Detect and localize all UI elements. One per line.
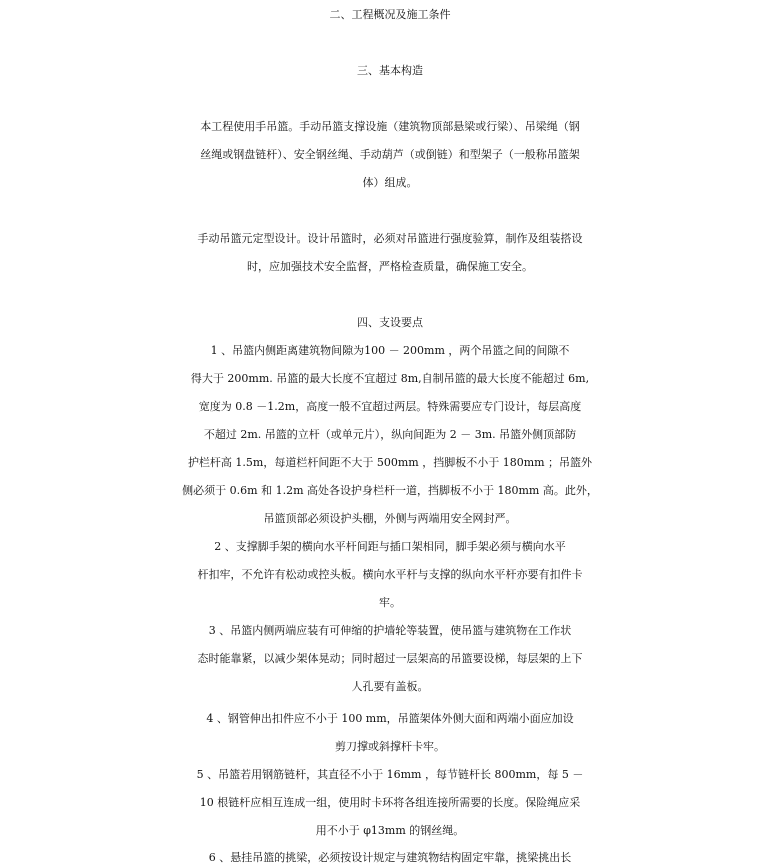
text-line: 得大于 200mm. 吊篮的最大长度不宜超过 8m,自制吊篮的最大长度不能超过 6m,: [190, 372, 590, 385]
section-heading-2: 二、工程概况及施工条件: [329, 8, 451, 21]
text-line: 本工程使用手吊篮。手动吊篮支撑设施（建筑物顶部悬梁或行梁）、吊梁绳（钢: [200, 120, 580, 133]
text-line: 1 、吊篮内侧距离建筑物间隙为100 － 200mm ，两个吊篮之间的间隙不: [210, 344, 570, 357]
text-line: 5 、吊篮若用钢筋链杆，其直径不小于 16mm ，每节链杆长 800mm，每 5 －: [196, 768, 584, 781]
text-line: 人孔要有盖板。: [351, 680, 429, 693]
text-line: 牢。: [379, 596, 401, 609]
text-line: 丝绳或钢盘链杆）、安全钢丝绳、手动葫芦（或倒链）和型架子（一般称吊篮架: [200, 148, 580, 161]
text-line: 时，应加强技术安全监督，严格检查质量，确保施工安全。: [247, 260, 533, 273]
text-line: 手动吊篮元定型设计。设计吊篮时，必须对吊篮进行强度验算，制作及组装搭设: [197, 232, 583, 245]
text-line: 杆扣牢，不允许有松动或控头板。横向水平杆与支撑的纵向水平杆亦要有扣件卡: [197, 568, 583, 581]
section-heading-3: 三、基本构造: [357, 64, 423, 77]
text-line: 态时能靠紧，以减少架体晃动；同时超过一层架高的吊篮要设梯，每层架的上下: [197, 652, 583, 665]
text-line: 3 、吊篮内侧两端应装有可伸缩的护墙轮等装置，使吊篮与建筑物在工作状: [208, 624, 572, 637]
text-line: 体）组成。: [362, 176, 418, 189]
text-line: 2 、支撑脚手架的横向水平杆间距与插口架相同，脚手架必须与横向水平: [214, 540, 566, 553]
text-line: 10 根链杆应相互连成一组，使用时卡环将各组连接所需要的长度。保险绳应采: [199, 796, 581, 809]
text-line: 吊篮顶部必须设护头棚，外侧与两端用安全网封严。: [263, 512, 517, 525]
text-line: 宽度为 0.8 －1.2m，高度一般不宜超过两层。特殊需要应专门设计，每层高度: [198, 400, 582, 413]
section-heading-4: 四、支设要点: [357, 316, 423, 329]
text-line: 侧必须于 0.6m 和 1.2m 高处各设护身栏杆一道，挡脚板不小于 180mm 高。此外，: [182, 484, 598, 497]
text-line: 用不小于 φ13mm 的钢丝绳。: [315, 824, 465, 837]
text-line: 剪刀撑或斜撑杆卡牢。: [335, 740, 445, 753]
text-line: 4 、钢管伸出扣件应不小于 100 mm，吊篮架体外侧大面和两端小面应加设: [206, 712, 574, 725]
text-line: 护栏杆高 1.5m，每道栏杆间距不大于 500mm ，挡脚板不小于 180mm ；吊篮外: [187, 456, 593, 469]
text-line: 不超过 2m. 吊篮的立杆（或单元片），纵向间距为 2 － 3m. 吊篮外侧顶部防: [203, 428, 577, 441]
text-line: 6 、悬挂吊篮的挑梁，必须按设计规定与建筑物结构固定牢靠，挑梁挑出长: [208, 851, 572, 864]
